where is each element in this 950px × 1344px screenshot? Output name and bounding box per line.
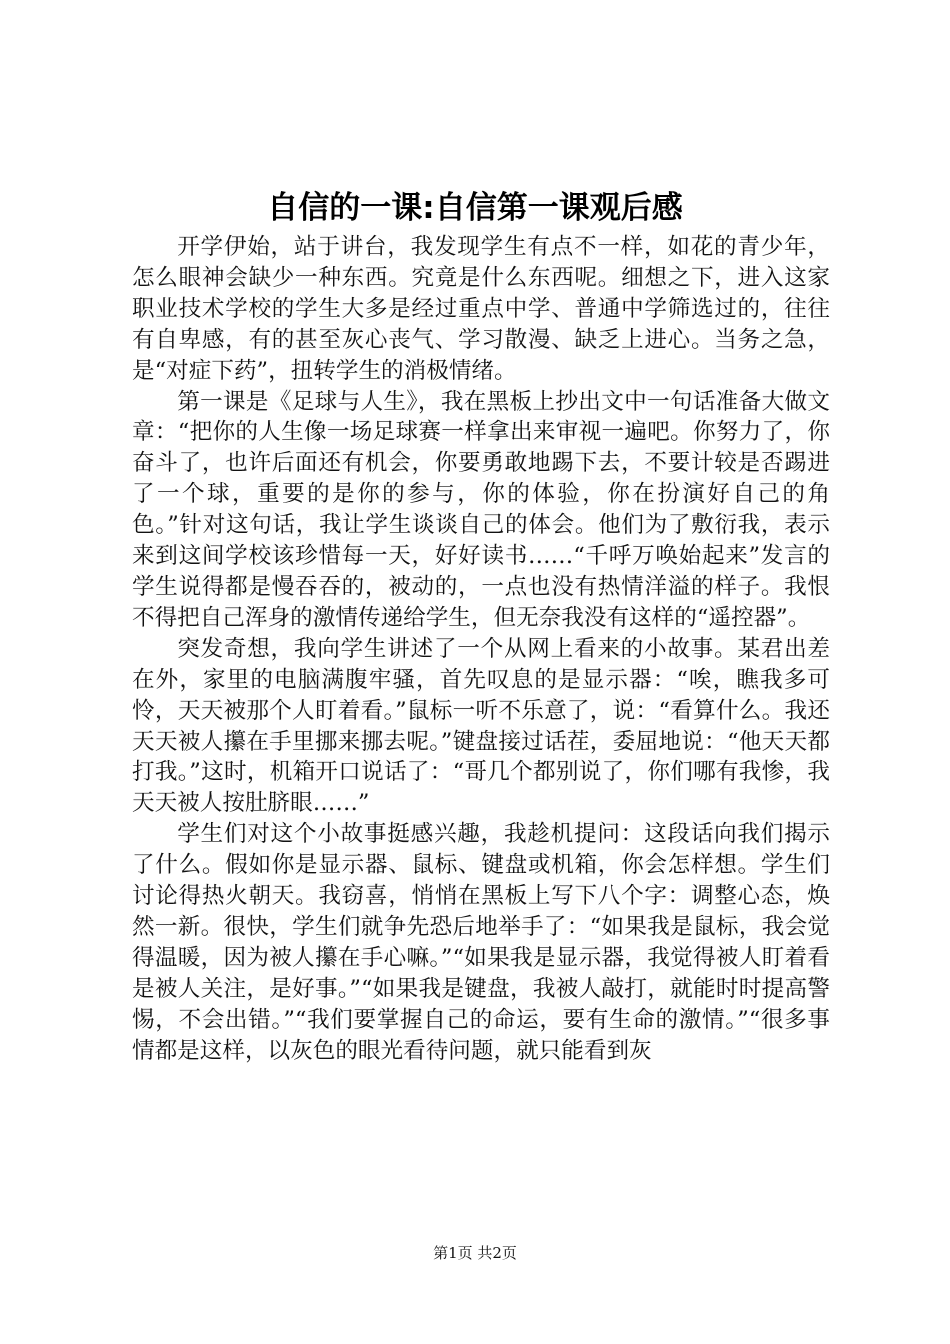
document-title: 自信的一课:自信第一课观后感 — [267, 190, 683, 226]
paragraph: 开学伊始，站于讲台，我发现学生有点不一样，如花的青少年，怎么眼神会缺少一种东西。究竟是什么东西呢。细想之下，进入这家职业技术学校的学生大多是经过重点中学、普通中学筛选过的，往往有自卑感，有的甚至灰心丧气、学习散漫、缺乏上进心。当务之急，是“对症下药”，扭转学生的消极情绪。 — [132, 234, 830, 384]
page-number-footer: 第1页 共2页 — [433, 1244, 517, 1262]
paragraph: 学生们对这个小故事挺感兴趣，我趁机提问：这段话向我们揭示了什么。假如你是显示器、鼠标、键盘或机箱，你会怎样想。学生们讨论得热火朝天。我窃喜，悄悄在黑板上写下八个字：调整心态，焕然一新。很快，学生们就争先恐后地举手了：“如果我是鼠标，我会觉得温暖，因为被人攥在手心嘛。”“如果我是显示器，我觉得被人盯着看是被人关注，是好事。”“如果我是键盘，我被人敲打，就能时时提高警惕，不会出错。”“我们要掌握自己的命运，要有生命的激情。”“很多事情都是这样，以灰色的眼光看待问题，就只能看到灰 — [132, 821, 830, 1064]
paragraph: 第一课是《足球与人生》，我在黑板上抄出文中一句话准备大做文章：“把你的人生像一场足球赛一样拿出来审视一遍吧。你努力了，你奋斗了，也许后面还有机会，你要勇敢地踢下去，不要计较是否踢进了一个球，重要的是你的参与，你的体验，你在扮演好自己的角色。”针对这句话，我让学生谈谈自己的体会。他们为了敷衍我，表示来到这间学校该珍惜每一天，好好读书……“千呼万唤始起来”发言的学生说得都是慢吞吞的，被动的，一点也没有热情洋溢的样子。我恨不得把自己浑身的激情传递给学生，但无奈我没有这样的“遥控器”。 — [132, 388, 830, 631]
paragraph: 突发奇想，我向学生讲述了一个从网上看来的小故事。某君出差在外，家里的电脑满腹牢骚，首先叹息的是显示器：“唉，瞧我多可怜，天天被那个人盯着看。”鼠标一听不乐意了，说：“看算什么。我还天天被人攥在手里挪来挪去呢。”键盘接过话茬，委屈地说：“他天天都打我。”这时，机箱开口说话了：“哥几个都别说了，你们哪有我惨，我天天被人按肚脐眼……” — [132, 635, 830, 817]
document-body — [132, 232, 830, 1066]
